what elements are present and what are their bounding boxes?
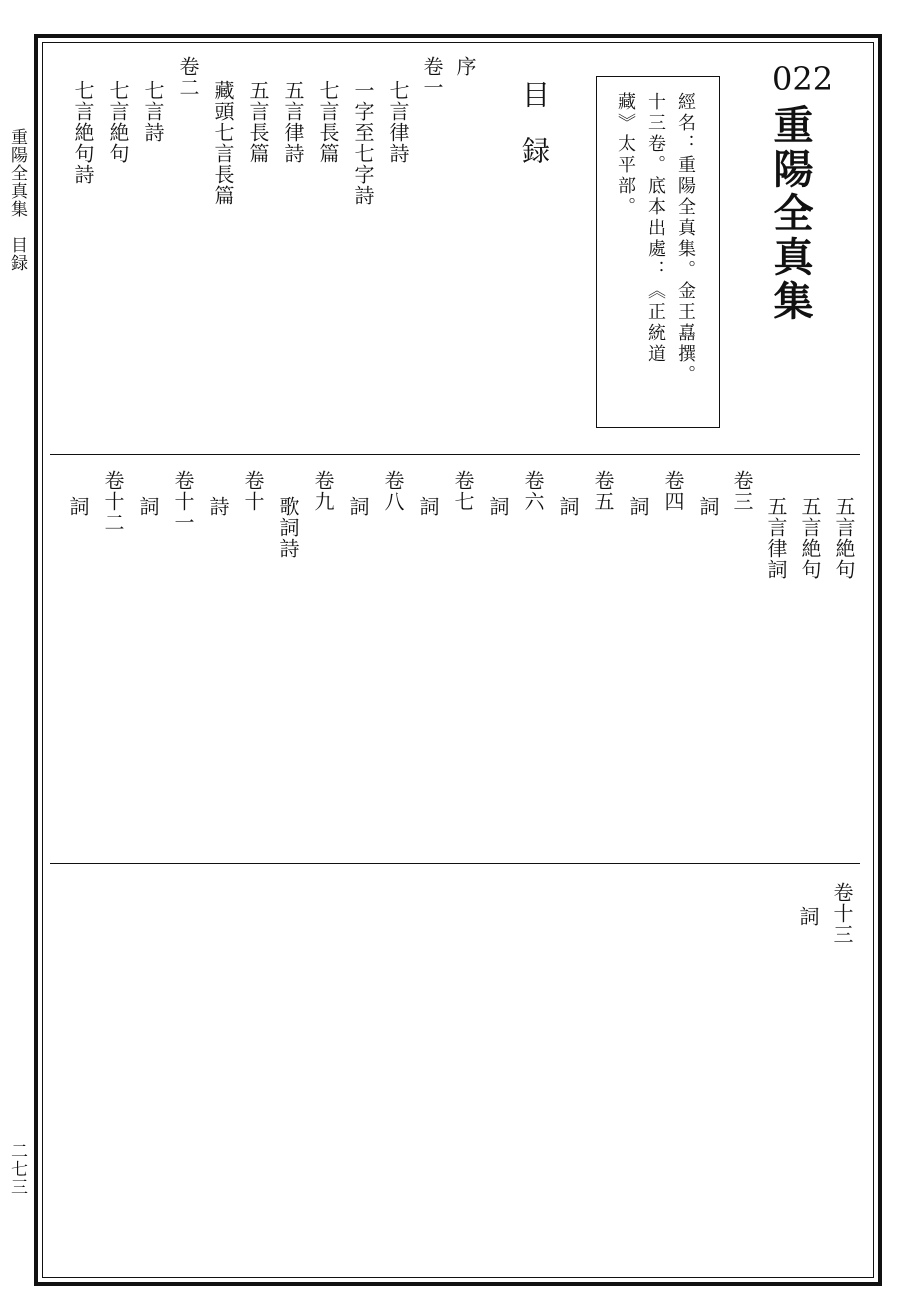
toc-heading: 目録	[518, 80, 551, 192]
toc-entry[interactable]: 七言律詩	[386, 80, 410, 164]
toc-entry[interactable]: 五言律詩	[281, 80, 305, 164]
toc-entry[interactable]: 七言長篇	[316, 80, 340, 164]
volume-number: 022	[772, 60, 834, 98]
toc-entry[interactable]: 卷二	[176, 56, 200, 98]
page-frame-inner	[42, 42, 874, 1278]
source-note-line: 十三卷。底本出處：《正統道	[645, 92, 666, 365]
collection-title: 重陽全真集	[767, 104, 814, 324]
toc-entry[interactable]: 一字至七字詩	[351, 80, 375, 206]
toc-entry[interactable]: 七言詩	[141, 80, 165, 143]
toc-entry[interactable]: 詞	[626, 496, 650, 517]
toc-entry[interactable]: 五言長篇	[246, 80, 270, 164]
toc-entry[interactable]: 藏頭七言長篇	[211, 80, 235, 206]
toc-entry[interactable]: 詞	[346, 496, 370, 517]
toc-entry[interactable]: 詞	[416, 496, 440, 517]
toc-entry[interactable]: 卷一	[420, 56, 444, 98]
toc-entry[interactable]: 歌詞詩	[276, 496, 300, 559]
source-note-line: 經名：重陽全真集。金王嚞撰。	[675, 92, 696, 386]
toc-entry[interactable]: 七言絶句詩	[71, 80, 95, 185]
toc-entry[interactable]: 五言絶句	[798, 496, 822, 580]
toc-entry[interactable]: 卷六	[521, 470, 545, 512]
toc-entry[interactable]: 卷五	[591, 470, 615, 512]
toc-entry[interactable]: 詞	[486, 496, 510, 517]
toc-entry[interactable]: 卷四	[661, 470, 685, 512]
toc-entry[interactable]: 詞	[556, 496, 580, 517]
toc-entry[interactable]: 五言絶句	[832, 496, 856, 580]
toc-entry[interactable]: 詞	[796, 906, 820, 927]
section-divider-upper	[50, 454, 860, 455]
toc-entry[interactable]: 卷十二	[101, 470, 125, 533]
toc-entry[interactable]: 詞	[66, 496, 90, 517]
toc-entry[interactable]: 卷十三	[830, 882, 854, 945]
toc-entry[interactable]: 七言絶句	[106, 80, 130, 164]
page-number: 二七三	[7, 1142, 27, 1196]
source-note-line: 藏》太平部。	[615, 92, 636, 218]
toc-entry[interactable]: 卷十一	[171, 470, 195, 533]
toc-entry[interactable]: 詩	[206, 496, 230, 517]
toc-entry[interactable]: 卷九	[311, 470, 335, 512]
toc-entry[interactable]: 詞	[696, 496, 720, 517]
toc-entry[interactable]: 詞	[136, 496, 160, 517]
toc-entry[interactable]: 卷十	[241, 470, 265, 512]
toc-entry[interactable]: 序	[453, 56, 477, 77]
toc-entry[interactable]: 五言律詞	[764, 496, 788, 580]
toc-entry[interactable]: 卷三	[730, 470, 754, 512]
section-divider-lower	[50, 863, 860, 864]
toc-entry[interactable]: 卷七	[451, 470, 475, 512]
toc-entry[interactable]: 卷八	[381, 470, 405, 512]
running-title: 重陽全真集 目録	[7, 128, 27, 272]
